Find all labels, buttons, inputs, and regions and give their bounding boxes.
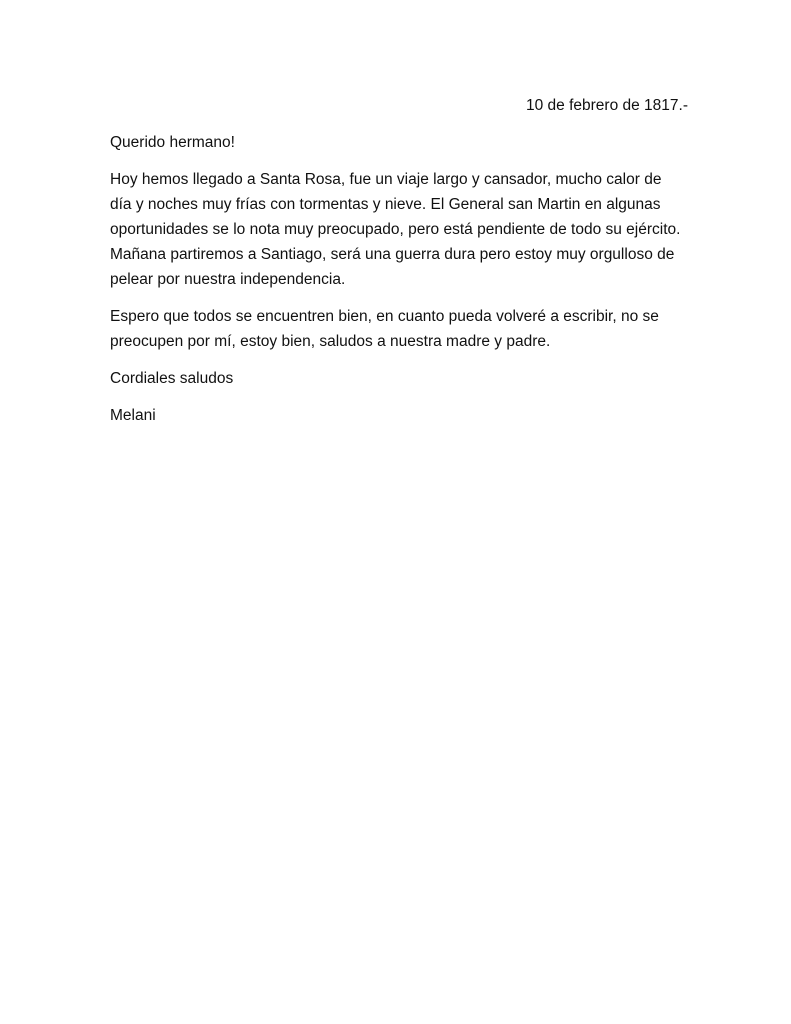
letter-paragraph-2: Espero que todos se encuentren bien, en cuanto pueda volveré a escribir, no se preocupen por mí, estoy bien, saludos a nuestra madre y padre. (110, 308, 659, 350)
letter-closing: Cordiales saludos (110, 370, 234, 387)
letter-greeting: Querido hermano! (110, 134, 235, 151)
letter-paragraph-1: Hoy hemos llegado a Santa Rosa, fue un viaje largo y cansador, mucho calor de día y noches muy frías con tormentas y nieve. El General san Martin en algunas oportunidades se lo nota muy preocupado, pero está pendiente de todo su ejército. Mañana partiremos a Santiago, será una guerra dura pero estoy muy orgulloso de pelear por nuestra independencia. (110, 171, 681, 288)
letter-body (110, 93, 688, 428)
letter-signature: Melani (110, 407, 156, 424)
letter-date: 10 de febrero de 1817.- (525, 97, 688, 114)
